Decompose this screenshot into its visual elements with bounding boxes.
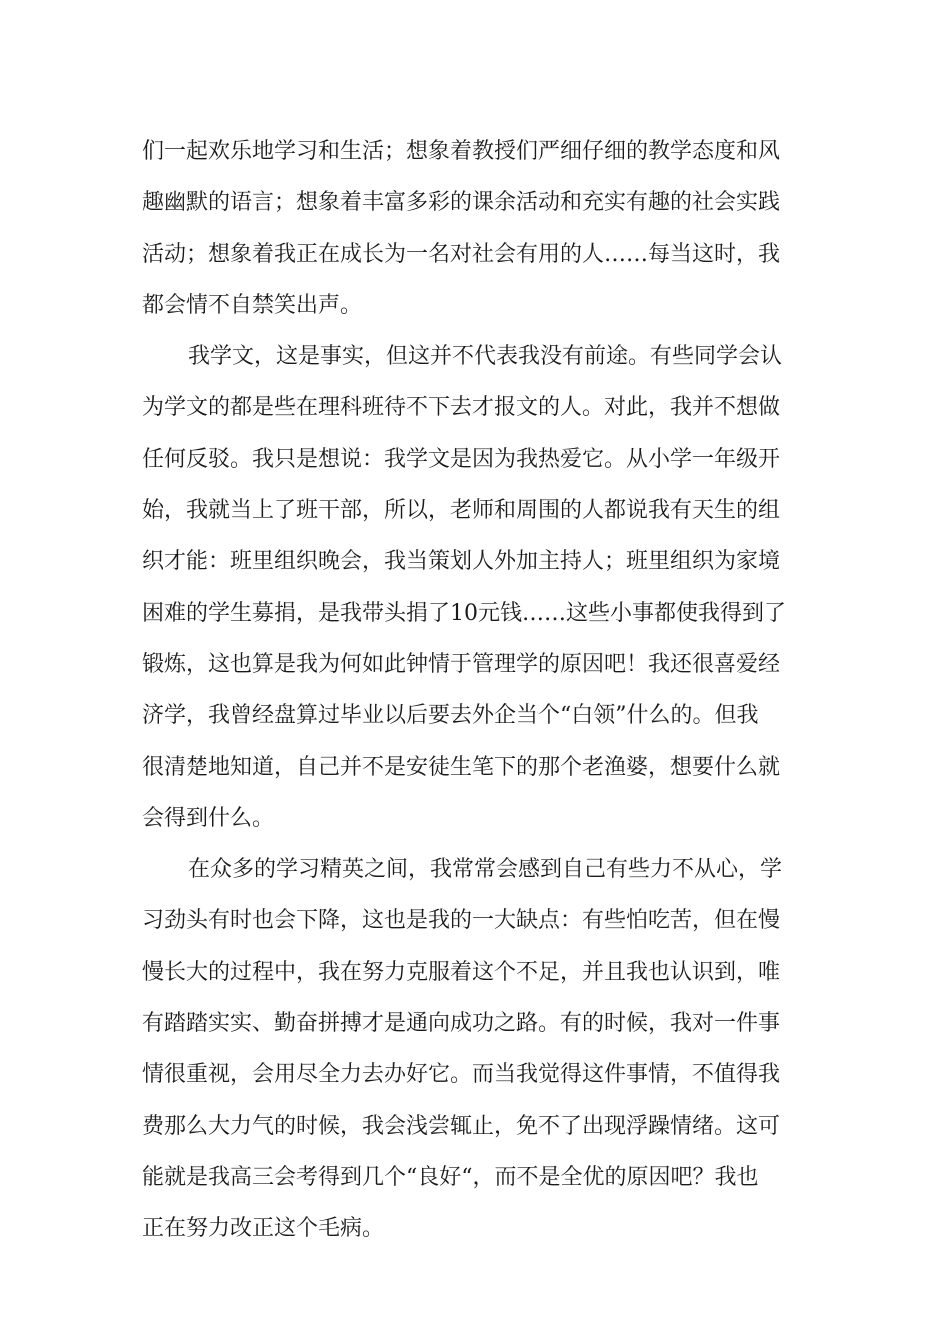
text-line: 习劲头有时也会下降，这也是我的一大缺点：有些怕吃苦，但在慢 bbox=[142, 908, 781, 934]
paragraph-1-line-1 bbox=[142, 126, 808, 177]
text-line: 会得到什么。 bbox=[142, 805, 275, 831]
text-line: 正在努力改正这个毛病。 bbox=[142, 1216, 385, 1242]
text-line: 在众多的学习精英之间，我常常会感到自己有些力不从心，学 bbox=[188, 857, 783, 883]
text-line: 锻炼，这也算是我为何如此钟情于管理学的原因吧！我还很喜爱经 bbox=[142, 651, 781, 677]
text-line: 始，我就当上了班干部，所以，老师和周围的人都说我有天生的组 bbox=[142, 498, 781, 524]
paragraph-2-line-1 bbox=[142, 331, 808, 382]
paragraph-2-line-4 bbox=[142, 485, 808, 536]
text-line: 都会情不自禁笑出声。 bbox=[142, 292, 363, 318]
text-line: 情很重视，会用尽全力去办好它。而当我觉得这件事情，不值得我 bbox=[142, 1062, 781, 1088]
text-line: 困难的学生募捐，是我带头捐了10元钱……这些小事都使我得到了 bbox=[142, 600, 786, 626]
paragraph-1-line-3 bbox=[142, 229, 808, 280]
text-line: 能就是我高三会考得到几个“良好“，而不是全优的原因吧？我也 bbox=[142, 1164, 759, 1190]
text-line: 任何反驳。我只是想说：我学文是因为我热爱它。从小学一年级开 bbox=[142, 446, 781, 472]
paragraph-3-line-4 bbox=[142, 998, 808, 1049]
text-line: 费那么大力气的时候，我会浅尝辄止，免不了出现浮躁情绪。这可 bbox=[142, 1113, 781, 1139]
document-body bbox=[142, 126, 808, 1255]
paragraph-2-line-2 bbox=[142, 382, 808, 433]
paragraph-1-line-4 bbox=[142, 280, 808, 331]
text-line: 我学文，这是事实，但这并不代表我没有前途。有些同学会认 bbox=[188, 344, 783, 370]
paragraph-2-line-7 bbox=[142, 639, 808, 690]
paragraph-1-line-2 bbox=[142, 177, 808, 228]
text-line: 们一起欢乐地学习和生活；想象着教授们严细仔细的教学态度和风 bbox=[142, 139, 781, 164]
text-line: 趣幽默的语言；想象着丰富多彩的课余活动和充实有趣的社会实践 bbox=[142, 190, 781, 216]
paragraph-3-line-5 bbox=[142, 1049, 808, 1100]
text-line: 为学文的都是些在理科班待不下去才报文的人。对此，我并不想做 bbox=[142, 395, 781, 421]
text-line: 济学，我曾经盘算过毕业以后要去外企当个“白领”什么的。但我 bbox=[142, 703, 759, 729]
text-line: 有踏踏实实、勤奋拼搏才是通向成功之路。有的时候，我对一件事 bbox=[142, 1011, 781, 1037]
paragraph-3-line-7 bbox=[142, 1152, 808, 1203]
paragraph-3-line-6 bbox=[142, 1101, 808, 1152]
paragraph-2-line-10 bbox=[142, 793, 808, 844]
paragraph-2-line-9 bbox=[142, 742, 808, 793]
paragraph-2-line-6 bbox=[142, 588, 808, 639]
text-line: 慢长大的过程中，我在努力克服着这个不足，并且我也认识到，唯 bbox=[142, 959, 781, 985]
text-line: 活动；想象着我正在成长为一名对社会有用的人……每当这时，我 bbox=[142, 241, 781, 267]
paragraph-3-line-3 bbox=[142, 947, 808, 998]
paragraph-3-line-2 bbox=[142, 895, 808, 946]
paragraph-2-line-8 bbox=[142, 690, 808, 741]
text-line: 很清楚地知道，自己并不是安徒生笔下的那个老渔婆，想要什么就 bbox=[142, 754, 781, 780]
paragraph-2-line-5 bbox=[142, 536, 808, 587]
paragraph-2-line-3 bbox=[142, 434, 808, 485]
text-line: 织才能：班里组织晚会，我当策划人外加主持人；班里组织为家境 bbox=[142, 549, 781, 575]
paragraph-3-line-1 bbox=[142, 844, 808, 895]
paragraph-3-line-8 bbox=[142, 1203, 808, 1254]
